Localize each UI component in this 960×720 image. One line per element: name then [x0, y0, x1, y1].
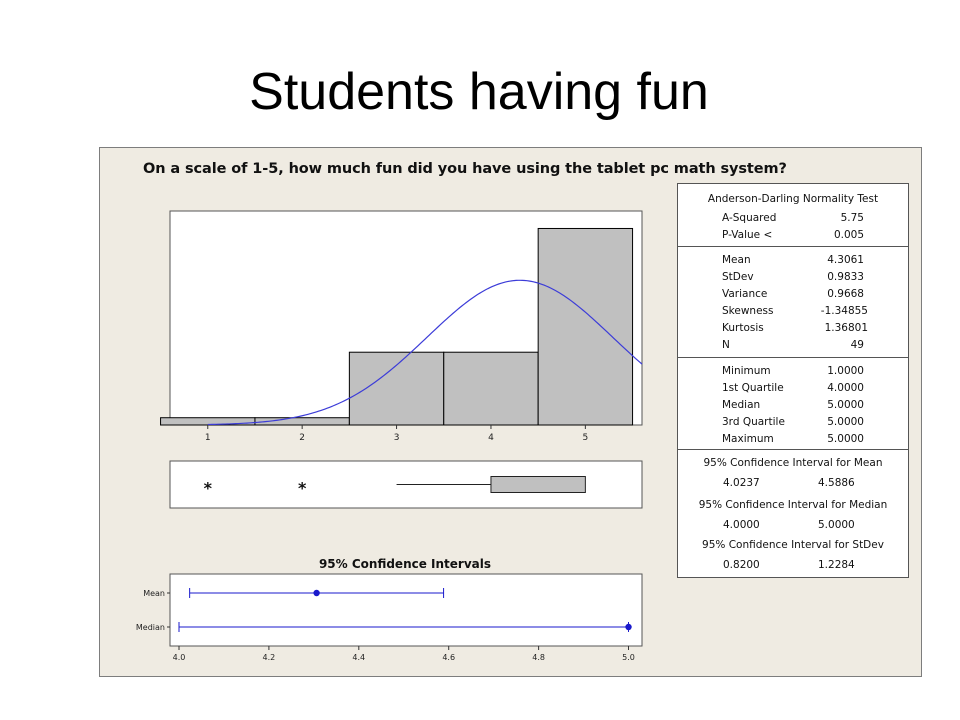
stat-value: 0.005 [833, 229, 864, 241]
ci-mean-title: 95% Confidence Interval for Mean [703, 457, 883, 469]
stat-label: Mean [722, 254, 751, 266]
stat-label: Minimum [722, 365, 771, 377]
ci-x-tick-label: 4.0 [172, 653, 186, 662]
ci-x-tick-label: 4.2 [262, 653, 276, 662]
stat-value: 0.9833 [827, 271, 864, 283]
stat-value: 4.0000 [827, 382, 864, 394]
stat-label: Variance [722, 288, 768, 300]
ci-frame [170, 574, 642, 646]
histogram-bar [349, 352, 443, 425]
ci-point-estimate [625, 624, 631, 630]
ci-x-tick-label: 4.6 [442, 653, 456, 662]
ci-mean-low: 4.0237 [723, 477, 760, 489]
descriptive-section [678, 247, 908, 358]
stat-label: A-Squared [722, 212, 777, 224]
ci-median-high: 5.0000 [818, 519, 855, 531]
histogram-bar [538, 228, 632, 425]
summary-report-panel [99, 147, 922, 677]
stat-value: 5.0000 [827, 416, 864, 428]
histogram-x-tick-label: 1 [204, 433, 211, 443]
stat-value: -1.34855 [820, 305, 868, 317]
histogram-x-tick-label: 2 [299, 433, 306, 443]
quantiles-section [678, 358, 908, 450]
boxplot-outlier: * [297, 478, 307, 498]
ci-stdev-high: 1.2284 [818, 559, 855, 571]
stat-label: Kurtosis [722, 322, 764, 334]
ci-stdev-title: 95% Confidence Interval for StDev [702, 539, 884, 551]
stat-value: 5.75 [840, 212, 864, 224]
boxplot-outlier: * [203, 478, 212, 498]
histogram-x-tick-label: 5 [582, 433, 589, 443]
ci-x-tick-label: 4.4 [352, 653, 366, 662]
stat-value: 0.9668 [827, 288, 864, 300]
confidence-intervals-section [678, 450, 908, 579]
histogram-x-tick-label: 3 [393, 433, 400, 443]
ci-mean-high: 4.5886 [818, 477, 855, 489]
histogram [161, 211, 642, 443]
summary-statistics-table [677, 183, 909, 578]
ad-test-title: Anderson-Darling Normality Test [707, 193, 879, 205]
stat-value: 5.0000 [827, 433, 864, 445]
ci-point-estimate [313, 590, 319, 596]
boxplot [170, 461, 642, 508]
stat-label: Median [722, 399, 761, 411]
ci-median-title: 95% Confidence Interval for Median [698, 499, 888, 511]
boxplot-box [491, 477, 585, 493]
slide-title: Students having fun [249, 63, 709, 121]
stat-value: 1.36801 [824, 322, 868, 334]
ci-x-tick-label: 5.0 [622, 653, 635, 662]
ci-median-low: 4.0000 [723, 519, 760, 531]
confidence-intervals-plot [136, 557, 642, 662]
ci-stdev-low: 0.8200 [723, 559, 760, 571]
stat-label: N [722, 339, 730, 351]
stat-label: Maximum [722, 433, 774, 445]
histogram-bar [444, 352, 538, 425]
histogram-x-tick-label: 4 [488, 433, 494, 443]
ci-x-tick-label: 4.8 [532, 653, 545, 662]
stat-label: 1st Quartile [722, 382, 784, 394]
ci-row-label: Median [135, 623, 165, 632]
question-title: On a scale of 1-5, how much fun did you have using the tablet pc math system? [143, 161, 787, 177]
stat-value: 4.3061 [827, 254, 864, 266]
stat-value: 1.0000 [827, 365, 864, 377]
stat-label: 3rd Quartile [722, 416, 785, 428]
ci-row-label: Mean [143, 589, 165, 598]
stat-label: P-Value < [722, 229, 773, 241]
stat-value: 5.0000 [827, 399, 864, 411]
stat-label: StDev [722, 271, 754, 283]
stat-label: Skewness [722, 305, 774, 317]
ci-title: 95% Confidence Intervals [318, 557, 492, 571]
stat-value: 49 [850, 339, 864, 351]
normality-test-section [678, 184, 908, 247]
